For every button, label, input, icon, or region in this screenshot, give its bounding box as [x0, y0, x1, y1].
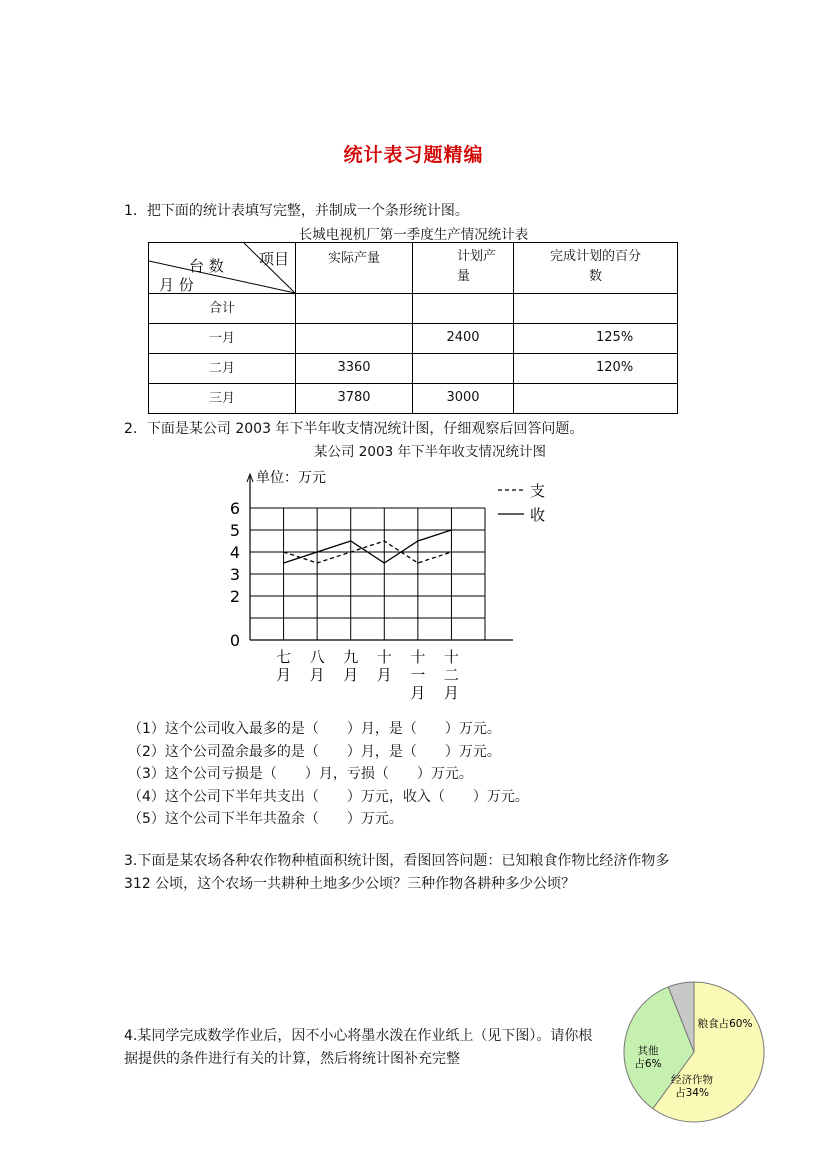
crop-area-pie-chart	[620, 978, 770, 1128]
actual-cell: 3360	[337, 360, 371, 375]
legend-label: 收	[530, 506, 546, 524]
plan-cell	[413, 294, 513, 300]
x-tick-label: 十	[443, 648, 459, 666]
pie-slice-label: 占34%	[675, 1087, 709, 1099]
q1-table-title: 长城电视机厂第一季度生产情况统计表	[298, 227, 529, 243]
data-point	[316, 551, 318, 553]
q2-question-4: （4）这个公司下半年共支出（ ）万元，收入（ ）万元。	[128, 788, 529, 805]
q3-line-1: 3.下面是某农场各种农作物种植面积统计图，看图回答问题：已知粮食作物比经济作物多	[124, 853, 670, 869]
data-point	[451, 551, 453, 553]
data-point	[417, 562, 419, 564]
pct-cell	[514, 384, 677, 390]
y-tick-label: 5	[229, 521, 240, 540]
x-tick-label: 一	[410, 666, 426, 684]
actual-cell	[296, 294, 412, 300]
pct-cell	[514, 294, 677, 300]
data-point	[350, 540, 352, 542]
x-tick-label: 八	[309, 648, 325, 666]
q3-line-2: 312 公顷，这个农场一共耕种土地多少公顷？三种作物各耕种多少公顷？	[124, 876, 576, 892]
x-tick-label: 月	[343, 666, 359, 684]
x-tick-label: 月	[309, 666, 325, 684]
production-table	[148, 242, 678, 414]
corner-header-cell	[149, 243, 296, 294]
x-tick-label: 月	[376, 666, 392, 684]
x-tick-label: 九	[343, 648, 359, 666]
q2-prompt: 2．下面是某公司 2003 年下半年收支情况统计图，仔细观察后回答问题。	[124, 421, 584, 437]
q2-question-1: （1）这个公司收入最多的是（ ）月，是（ ）万元。	[128, 721, 501, 737]
table-row	[149, 354, 678, 384]
y-tick-label: 0	[229, 631, 240, 650]
row-label: 三月	[208, 391, 235, 406]
income-expense-line-chart	[220, 462, 580, 702]
q4-line-1: 4.某同学完成数学作业后，因不小心将墨水泼在作业纸上（见下图）。请你根	[124, 1028, 593, 1044]
pie-slice-label: 占6%	[634, 1058, 662, 1070]
x-tick-label: 月	[276, 666, 292, 684]
pie-slice-label: 其他	[637, 1045, 659, 1057]
table-row	[149, 294, 678, 324]
y-tick-label: 4	[229, 543, 240, 562]
q2-chart-title: 某公司 2003 年下半年收支情况统计图	[314, 444, 546, 460]
q1-prompt: 1．把下面的统计表填写完整，并制成一个条形统计图。	[124, 203, 469, 219]
plan-cell: 2400	[446, 330, 480, 345]
q2-question-2: （2）这个公司盈余最多的是（ ）月，是（ ）万元。	[128, 743, 501, 760]
pie-slice-label: 经济作物	[671, 1074, 713, 1086]
data-point	[417, 540, 419, 542]
unit-label: 单位：万元	[256, 470, 326, 486]
corner-item-label: 项目	[258, 250, 289, 268]
series-line-收	[284, 530, 452, 563]
y-tick-label: 2	[229, 587, 240, 606]
row-label: 一月	[208, 331, 235, 346]
x-tick-label: 十	[376, 648, 392, 666]
q2-question-5: （5）这个公司下半年共盈余（ ）万元。	[128, 811, 403, 827]
x-tick-label: 十	[410, 648, 426, 666]
col-header-pct: 完成计划的百分 数	[514, 243, 678, 294]
q2-questions	[128, 718, 529, 831]
pct-cell: 120%	[596, 360, 634, 375]
data-point	[383, 540, 385, 542]
plan-cell	[413, 354, 513, 360]
q4-line-2: 据提供的条件进行有关的计算，然后将统计图补充完整	[124, 1051, 460, 1067]
data-point	[451, 529, 453, 531]
x-tick-label: 月	[443, 684, 459, 702]
legend-label: 支	[530, 482, 546, 500]
x-tick-label: 月	[410, 684, 426, 702]
row-label: 合计	[208, 301, 235, 316]
x-tick-label: 七	[276, 648, 292, 666]
col-header-actual: 实际产量	[296, 243, 413, 294]
pie-slice-label: 粮食占60%	[697, 1018, 753, 1030]
y-tick-label: 6	[229, 499, 240, 518]
table-row	[149, 324, 678, 354]
table-row	[149, 384, 678, 414]
data-point	[316, 562, 318, 564]
actual-cell	[296, 324, 412, 330]
plan-cell: 3000	[446, 390, 480, 405]
page-title: 统计表习题精编	[343, 144, 484, 166]
col-header-plan: 计划产 量	[413, 243, 514, 294]
actual-cell: 3780	[337, 390, 371, 405]
corner-month-label: 月 份	[159, 276, 194, 294]
data-point	[283, 562, 285, 564]
data-point	[283, 551, 285, 553]
pct-cell: 125%	[596, 330, 634, 345]
x-tick-label: 二	[443, 666, 459, 684]
data-point	[383, 562, 385, 564]
data-point	[350, 551, 352, 553]
q2-question-3: （3）这个公司亏损是（ ）月，亏损（ ）万元。	[128, 766, 473, 782]
corner-count-label: 台 数	[189, 257, 224, 275]
row-label: 二月	[208, 361, 235, 376]
y-tick-label: 3	[229, 565, 240, 584]
